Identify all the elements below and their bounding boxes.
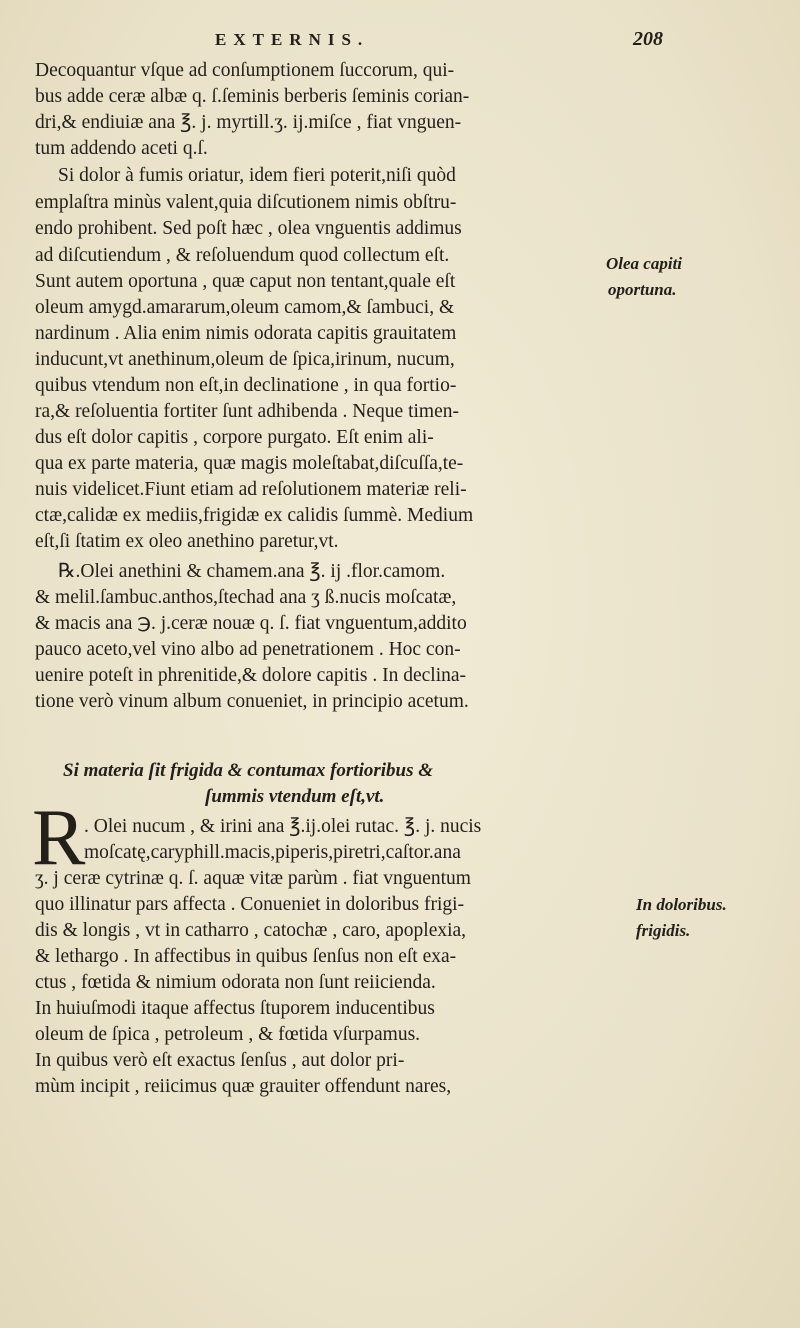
- text-line: oleum de ſpica , petroleum , & fœtida vſurpamus.: [35, 1024, 421, 1045]
- text-line: inducunt,vt anethinum,oleum de ſpica,irinum, nucum,: [35, 349, 455, 370]
- text-line: quibus vtendum non eſt,in declinatione , in qua fortio-: [35, 375, 457, 396]
- text-line: ctæ,calidæ ex mediis,frigidæ ex calidis ſummè. Medium: [35, 505, 474, 526]
- text-line: emplaſtra minùs valent,quia diſcutionem nimis obſtru-: [35, 192, 457, 213]
- text-line: nardinum . Alia enim nimis odorata capitis grauitatem: [35, 323, 457, 344]
- text-line: dri,& endiuiæ ana ℥. j. myrtill.ʒ. ij.miſce , fiat vnguen-: [35, 112, 462, 133]
- text-line: & macis ana ℈. j.ceræ nouæ q. ſ. fiat vnguentum,addito: [35, 613, 467, 634]
- text-line: endo prohibent. Sed poſt hæc , olea vnguentis addimus: [35, 218, 462, 239]
- text-line: Sunt autem oportuna , quæ caput non tentant,quale eſt: [35, 271, 456, 292]
- text-line: qua ex parte materia, quæ magis moleſtabat,diſcuſſa,te-: [35, 453, 464, 474]
- running-head: EXTERNIS.: [215, 30, 370, 49]
- drop-cap: R: [32, 794, 86, 882]
- text-line: dus eſt dolor capitis , corpore purgato. Eſt enim ali-: [35, 427, 434, 448]
- text-line: pauco aceto,vel vino albo ad penetrationem . Hoc con-: [35, 639, 461, 660]
- text-line: moſcatę,caryphill.macis,piperis,piretri,caſtor.ana: [84, 842, 461, 863]
- text-line: . Olei nucum , & irini ana ℥.ij.olei rutac. ℥. j. nucis: [84, 816, 482, 837]
- section-heading: Si materia ſit frigida & contumax fortioribus &: [63, 760, 434, 781]
- text-line: & lethargo . In affectibus in quibus ſenſus non eſt exa-: [35, 946, 457, 967]
- text-line: ctus , fœtida & nimium odorata non ſunt reiicienda.: [35, 972, 436, 993]
- text-line: In huiuſmodi itaque affectus ſtuporem inducentibus: [35, 998, 435, 1019]
- margin-note: oportuna.: [608, 280, 677, 299]
- margin-note: Olea capiti: [606, 254, 683, 273]
- section-heading: ſummis vtendum eſt,vt.: [205, 786, 385, 807]
- text-line: ℞.Olei anethini & chamem.ana ℥. ij .flor.camom.: [58, 561, 446, 582]
- text-line: nuis videlicet.Fiunt etiam ad reſolutionem materiæ reli-: [35, 479, 467, 500]
- margin-note: frigidis.: [636, 921, 691, 940]
- text-line: tione verò vinum album conueniet, in principio acetum.: [35, 691, 469, 712]
- text-line: ʒ. j ceræ cytrinæ q. ſ. aquæ vitæ parùm . fiat vnguentum: [35, 868, 471, 889]
- text-line: ad diſcutiendum , & reſoluendum quod collectum eſt.: [35, 245, 450, 266]
- text-line: uenire poteſt in phrenitide,& dolore capitis . In declina-: [35, 665, 467, 686]
- text-line: ra,& reſoluentia fortiter ſunt adhibenda . Neque timen-: [35, 401, 459, 422]
- margin-note: In doloribus.: [636, 895, 727, 914]
- text-line: mùm incipit , reiicimus quæ grauiter offendunt nares,: [35, 1076, 452, 1097]
- page-header: [0, 30, 800, 60]
- text-line: In quibus verò eſt exactus ſenſus , aut dolor pri-: [35, 1050, 405, 1071]
- page-number: 208: [633, 28, 663, 50]
- text-line: tum addendo aceti q.ſ.: [35, 138, 208, 159]
- text-line: eſt,ſi ſtatim ex oleo anethino paretur,vt.: [35, 531, 339, 552]
- text-line: quo illinatur pars affecta . Conueniet in doloribus frigi-: [35, 894, 465, 915]
- text-line: Decoquantur vſque ad conſumptionem ſuccorum, qui-: [35, 60, 455, 81]
- text-line: Si dolor à fumis oriatur, idem fieri poterit,niſi quòd: [58, 165, 456, 186]
- text-line: oleum amygd.amararum,oleum camom,& ſambuci, &: [35, 297, 455, 318]
- text-line: & melil.ſambuc.anthos,ſtechad ana ʒ ß.nucis moſcatæ,: [35, 587, 457, 608]
- text-line: bus adde ceræ albæ q. ſ.ſeminis berberis ſeminis corian-: [35, 86, 470, 107]
- text-line: dis & longis , vt in catharro , catochæ , caro, apoplexia,: [35, 920, 467, 941]
